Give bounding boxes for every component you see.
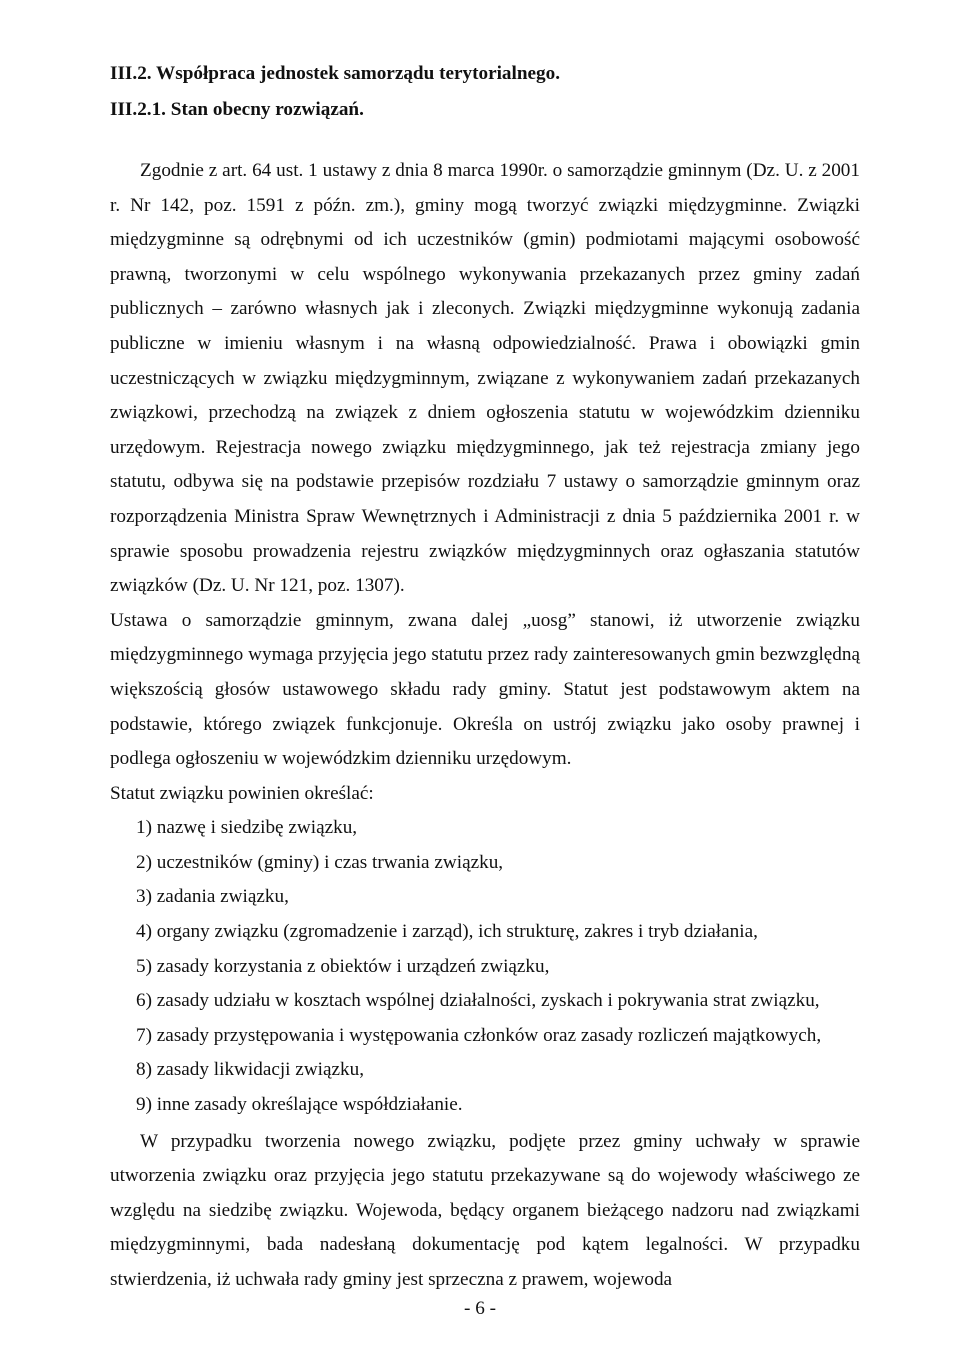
page-number: - 6 - [464, 1298, 496, 1319]
list-item: 6) zasady udziału w kosztach wspólnej działalności, zyskach i pokrywania strat związku, [136, 990, 820, 1012]
list-item: 9) inne zasady określające współdziałanie. [136, 1094, 463, 1116]
list-item: 1) nazwę i siedzibę związku, [136, 817, 358, 839]
paragraph-intro: Zgodnie z art. 64 ust. 1 ustawy z dnia 8 marca 1990r. o samorządzie gminnym (Dz. U. z 2001 r. Nr 142, poz. 1591 z późn. zm.), gminy mogą tworzyć związki międzygminne. Związki międzygminne są odrębnymi od ich uczestników (gmin) podmiotami mającymi osobowość prawną, tworzonymi w celu wspólnego wykonywania przekazanych przez gminy zadań publicznych – zarówno własnych jak i zleconych. Związki międzygminne wykonują zadania publiczne w imieniu własnym i na własną odpowiedzialność. Prawa i obowiązki gmin uczestniczących w związku międzygminnym, związane z wykonywaniem zadań przekazanych związkowi, przechodzą na związek z dniem ogłoszenia statutu w wojewódzkim dzienniku urzędowym. Rejestracja nowego związku międzygminnego, jak też rejestracja zmiany jego statutu, odbywa się na podstawie przepisów rozdziału 7 ustawy o samorządzie gminnym oraz rozporządzenia Ministra Spraw Wewnętrznych i Administracji z dnia 5 października 2001 r. w sprawie sposobu prowadzenia rejestru związków międzygminnych oraz ogłaszania statutów związków (Dz. U. Nr 121, poz. 1307). [110, 160, 860, 597]
list-item: 7) zasady przystępowania i występowania członków oraz zasady rozliczeń majątkowych, [136, 1024, 822, 1046]
statute-list [110, 811, 860, 1122]
paragraph-uosg: Ustawa o samorządzie gminnym, zwana dalej „uosg” stanowi, iż utworzenie związku międzygminnego wymaga przyjęcia jego statutu przez rady zainteresowanych gmin bezwzględną większością głosów ustawowego składu rady gminy. Statut jest podstawowym aktem na podstawie, którego związek funkcjonuje. Określa on ustrój związku jako osoby prawnej i podlega ogłoszeniu w wojewódzkim dzienniku urzędowym. [110, 609, 860, 770]
list-item: 2) uczestników (gminy) i czas trwania związku, [136, 851, 504, 873]
paragraph-statute-intro: Statut związku powinien określać: [110, 782, 374, 804]
list-item: 3) zadania związku, [136, 886, 289, 908]
subsection-heading: III.2.1. Stan obecny rozwiązań. [110, 99, 364, 120]
paragraph-registration: W przypadku tworzenia nowego związku, podjęte przez gminy uchwały w sprawie utworzenia związku oraz przyjęcia jego statutu przekazywane są do wojewody właściwego ze względu na siedzibę związku. Wojewoda, będący organem bieżącego nadzoru nad związkami międzygminnymi, bada nadesłaną dokumentację pod kątem legalności. W przypadku stwierdzenia, iż uchwała rady gminy jest sprzeczna z prawem, wojewoda [110, 1130, 860, 1290]
list-item: 8) zasady likwidacji związku, [136, 1059, 365, 1081]
section-heading: III.2. Współpraca jednostek samorządu terytorialnego. [110, 63, 561, 84]
list-item: 5) zasady korzystania z obiektów i urządzeń związku, [136, 955, 550, 977]
list-item: 4) organy związku (zgromadzenie i zarząd), ich strukturę, zakres i tryb działania, [136, 921, 758, 943]
